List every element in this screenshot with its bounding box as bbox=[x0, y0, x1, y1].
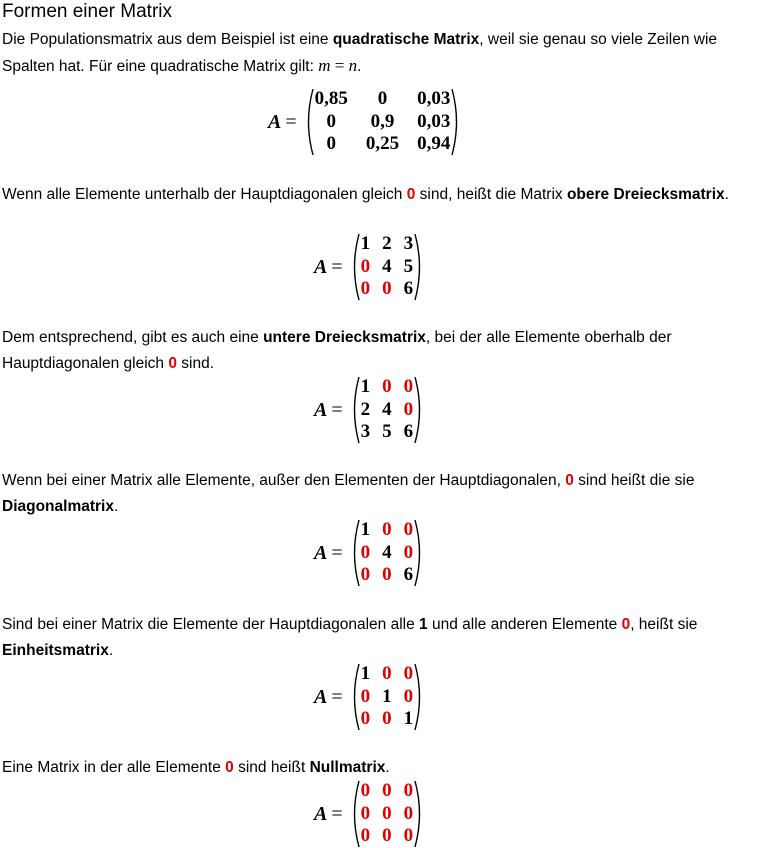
identity-equation: A = 1 0 0 0 1 0 0 0 1 bbox=[314, 663, 425, 731]
matrix-cell: 3 bbox=[360, 421, 371, 443]
right-parenthesis bbox=[413, 233, 425, 301]
matrix-cell: 0 bbox=[403, 802, 414, 824]
matrix-cell: 0 bbox=[382, 278, 392, 300]
intro-paragraph: Die Populationsmatrix aus dem Beispiel ist eine quadratische Matrix, weil sie genau so viele Zeilen wie Spalten hat. Für eine quadratische Matrix gilt: m = n. bbox=[2, 31, 718, 75]
right-parenthesis bbox=[413, 780, 425, 848]
term-obere-dreiecksmatrix: obere Dreiecksmatrix bbox=[566, 186, 725, 203]
left-parenthesis bbox=[349, 663, 361, 731]
matrix-cell: 1 bbox=[360, 376, 371, 398]
lower-triangular-equation: A = 1 0 0 2 4 0 3 5 6 bbox=[314, 376, 425, 444]
matrix-cell: 0,03 bbox=[417, 110, 451, 132]
matrix-cell: 0 bbox=[360, 802, 371, 824]
matrix-cell: 0 bbox=[377, 88, 388, 110]
matrix-cell: 6 bbox=[403, 564, 414, 586]
lower-triangular-matrix bbox=[361, 376, 414, 444]
matrix-cell: 0 bbox=[403, 825, 414, 847]
matrix-cell: 3 bbox=[403, 233, 414, 255]
matrix-cell: 0 bbox=[360, 541, 371, 563]
term-quadratische-matrix: quadratische Matrix bbox=[332, 31, 480, 48]
matrix-cell: 0 bbox=[382, 802, 392, 824]
right-parenthesis bbox=[450, 88, 462, 156]
matrix-cell: 4 bbox=[382, 541, 392, 563]
right-parenthesis bbox=[413, 663, 425, 731]
identity-paragraph: Sind bei einer Matrix die Elemente der Hauptdiagonalen alle 1 und alle anderen Elemente 0, heißt sie Einheitsmatrix. bbox=[2, 616, 698, 659]
matrix-cell: 0 bbox=[360, 825, 371, 847]
term-untere-dreiecksmatrix: untere Dreiecksmatrix bbox=[263, 329, 426, 346]
matrix-cell: 0 bbox=[382, 564, 392, 586]
diagonal-paragraph: Wenn bei einer Matrix alle Elemente, außer den Elementen der Hauptdiagonalen, 0 sind heißt die sie Diagonalmatrix. bbox=[2, 472, 695, 515]
left-parenthesis bbox=[349, 233, 361, 301]
matrix-cell: 0 bbox=[382, 376, 392, 398]
matrix-cell: 0,85 bbox=[314, 88, 348, 110]
matrix-cell: 5 bbox=[403, 255, 414, 277]
matrix-cell: 0 bbox=[360, 278, 371, 300]
matrix-cell: 1 bbox=[403, 708, 414, 730]
matrix-cell: 2 bbox=[382, 233, 392, 255]
matrix-cell: 1 bbox=[382, 685, 392, 707]
diagonal-matrix bbox=[361, 519, 414, 587]
matrix-cell: 0 bbox=[403, 663, 414, 685]
zero-matrix bbox=[361, 780, 414, 848]
matrix-cell: 0,9 bbox=[370, 110, 395, 132]
matrix-cell: 0,03 bbox=[417, 88, 451, 110]
matrix-cell: 6 bbox=[403, 421, 414, 443]
matrix-cell: 1 bbox=[360, 519, 371, 541]
population-matrix-equation bbox=[268, 88, 462, 156]
matrix-cell: 0 bbox=[382, 825, 392, 847]
upper-triangular-paragraph: Wenn alle Elemente unterhalb der Hauptdiagonalen gleich 0 sind, heißt die Matrix obere Dreiecksmatrix. bbox=[2, 186, 729, 203]
diagonal-equation: A = 1 0 0 0 4 0 0 0 6 bbox=[314, 519, 425, 587]
upper-triangular-matrix bbox=[361, 233, 414, 301]
matrix-cell: 0 bbox=[382, 780, 392, 802]
term-einheitsmatrix: Einheitsmatrix bbox=[2, 642, 109, 659]
matrix-cell: 0 bbox=[382, 708, 392, 730]
population-matrix bbox=[315, 88, 451, 156]
matrix-cell: 0 bbox=[382, 519, 392, 541]
right-parenthesis bbox=[413, 519, 425, 587]
matrix-cell: 2 bbox=[360, 398, 371, 420]
matrix-cell: 0 bbox=[360, 780, 371, 802]
matrix-cell: 0 bbox=[403, 398, 414, 420]
identity-matrix bbox=[361, 663, 414, 731]
matrix-cell: 0,25 bbox=[365, 133, 400, 155]
right-parenthesis bbox=[413, 376, 425, 444]
lower-triangular-paragraph: Dem entsprechend, gibt es auch eine untere Dreiecksmatrix, bei der alle Elemente oberhalb der Hauptdiagonalen gleich 0 sind. bbox=[2, 329, 672, 372]
left-parenthesis bbox=[349, 780, 361, 848]
left-parenthesis bbox=[349, 376, 361, 444]
matrix-cell: 5 bbox=[382, 421, 392, 443]
upper-triangular-equation: A = 1 2 3 0 4 5 0 0 6 bbox=[314, 233, 425, 301]
matrix-cell: 0 bbox=[360, 685, 371, 707]
term-diagonalmatrix: Diagonalmatrix bbox=[2, 498, 114, 515]
matrix-cell: 0 bbox=[403, 780, 414, 802]
left-parenthesis bbox=[349, 519, 361, 587]
term-nullmatrix: Nullmatrix bbox=[309, 759, 386, 776]
matrix-cell: 0 bbox=[403, 685, 414, 707]
matrix-label: A = bbox=[268, 110, 297, 133]
zero-matrix-equation: A = 0 0 0 0 0 0 0 0 0 bbox=[314, 780, 425, 848]
left-parenthesis bbox=[303, 88, 315, 156]
matrix-cell: 0 bbox=[360, 255, 371, 277]
matrix-cell: 6 bbox=[403, 278, 414, 300]
matrix-cell: 0,94 bbox=[417, 133, 451, 155]
matrix-cell: 1 bbox=[360, 663, 371, 685]
matrix-cell: 0 bbox=[360, 708, 371, 730]
matrix-cell: 0 bbox=[403, 519, 414, 541]
matrix-cell: 4 bbox=[382, 398, 392, 420]
matrix-cell: 4 bbox=[382, 255, 392, 277]
matrix-cell: 0 bbox=[403, 376, 414, 398]
page-title: Formen einer Matrix bbox=[2, 1, 172, 22]
matrix-cell: 0 bbox=[326, 110, 336, 132]
matrix-cell: 0 bbox=[326, 133, 336, 155]
matrix-cell: 0 bbox=[382, 663, 392, 685]
matrix-cell: 0 bbox=[360, 564, 371, 586]
matrix-cell: 0 bbox=[403, 541, 414, 563]
zero-matrix-paragraph: Eine Matrix in der alle Elemente 0 sind heißt Nullmatrix. bbox=[2, 759, 390, 776]
matrix-cell: 1 bbox=[360, 233, 371, 255]
